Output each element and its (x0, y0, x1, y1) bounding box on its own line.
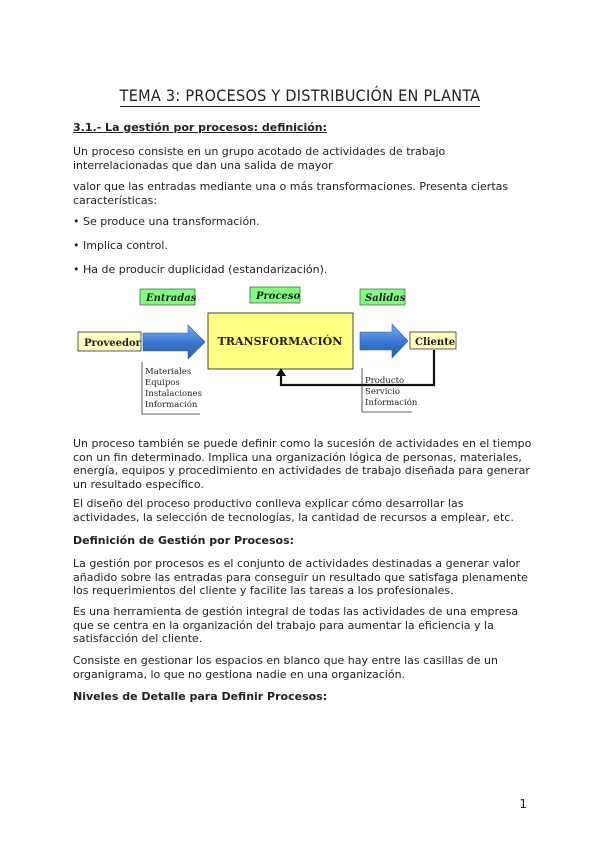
paragraph-3: Un proceso también se puede definir como la sucesión de actividades en el tiempo con un fin determinado. Implica una organización lógica de personas, materiales, energía, equipos y procedimiento en actividades de trabajo diseñada para generar un resultado específico. (73, 437, 532, 491)
heading-gestion-procesos: Definición de Gestión por Procesos: (73, 534, 295, 547)
input-arrow (143, 325, 205, 359)
output-item: Producto (365, 376, 405, 386)
paragraph-7: Consiste en gestionar los espacios en blanco que hay entre las casillas de un organigrama, lo que no gestiona nadie en una organización. (73, 654, 498, 681)
outputs-box (362, 368, 418, 412)
paragraph-5: La gestión por procesos es el conjunto de actividades destinadas a generar valor añadido sobre las entradas para conseguir un resultado que satisfaga plenamente los requerimientos del cliente y facilite las tareas a los profesionales. (73, 557, 528, 597)
cliente-label: Cliente (415, 337, 456, 348)
salidas-label-box (360, 289, 406, 305)
entradas-label-box (140, 289, 197, 305)
transformacion-label: TRANSFORMACIÓN (217, 335, 343, 348)
paragraph-4: El diseño del proceso productivo conlleva explicar cómo desarrollar las actividades, la selección de tecnologías, la cantidad de recursos a emplear, etc. (73, 497, 514, 524)
page-title: TEMA 3: PROCESOS Y DISTRIBUCIÓN EN PLANTA (119, 86, 481, 105)
output-item: Información (365, 398, 418, 408)
heading-niveles-detalle: Niveles de Detalle para Definir Procesos: (73, 690, 328, 703)
proveedor-label: Proveedor (84, 338, 141, 349)
paragraph-2: valor que las entradas mediante una o más transformaciones. Presenta ciertas características: (73, 180, 509, 207)
input-item: Equipos (145, 378, 180, 388)
entradas-label: Entradas (146, 293, 197, 304)
page-number: 1 (519, 797, 527, 811)
inputs-box (142, 362, 202, 414)
proceso-label-box (250, 287, 301, 303)
input-item: Información (145, 400, 198, 410)
output-arrow (360, 324, 408, 358)
proceso-label: Proceso (256, 291, 301, 302)
bullet-1: • Se produce una transformación. (73, 215, 260, 228)
input-item: Instalaciones (145, 389, 202, 399)
paragraph-1: Un proceso consiste en un grupo acotado de actividades de trabajo interrelacionadas que dan una salida de mayor (73, 145, 446, 172)
section-title: 3.1.- La gestión por procesos: definición: (73, 121, 328, 134)
input-item: Materiales (145, 367, 192, 377)
bullet-3: • Ha de producir duplicidad (estandarización). (73, 263, 328, 276)
paragraph-6: Es una herramienta de gestión integral de todas las actividades de una empresa que se centra en la organización del trabajo para aumentar la eficiencia y la satisfacción del cliente. (73, 605, 519, 645)
bullet-2: • Implica control. (73, 239, 168, 252)
output-item: Servicio (365, 387, 401, 397)
salidas-label: Salidas (365, 293, 406, 304)
